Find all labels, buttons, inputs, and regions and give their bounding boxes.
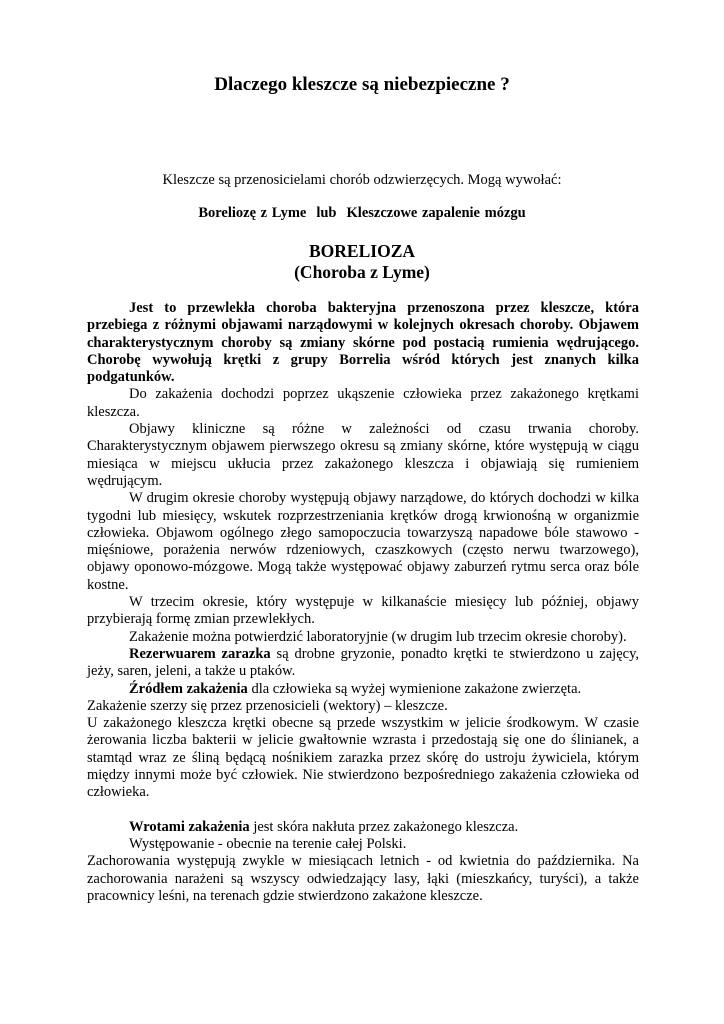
paragraph-occurrence: Występowanie - obecnie na terenie całej Polski.	[129, 835, 407, 852]
entry-term: Wrotami zakażenia	[129, 818, 250, 835]
disease-separator: lub	[316, 205, 337, 221]
paragraph-reservoir	[87, 646, 639, 681]
entry-text: jest skóra nakłuta przez zakażonego kleszcza.	[249, 818, 519, 835]
disease-tbe: Kleszczowe zapalenie mózgu	[346, 205, 526, 221]
paragraph-source	[87, 681, 639, 698]
paragraph-infection: Do zakażenia dochodzi poprzez ukąszenie człowieka przez zakażonego krętkami kleszcza.	[87, 386, 639, 420]
section-heading: BORELIOZA	[309, 241, 415, 261]
disease-lyme: Boreliozę z Lyme	[198, 205, 307, 221]
paragraph-tick-gut: U zakażonego kleszcza krętki obecne są przede wszystkim w jelicie środkowym. W czasie żerowania liczba bakterii w jelicie gwałtownie wzrasta i przedostają się one do ślinianek, a stamtąd wraz ze śliną będącą nośnikiem zarazka przez skórę do ustroju żywiciela, którym między innymi może być człowiek. Nie stwierdzono bezpośredniego zakażenia człowieka od człowieka.	[87, 715, 639, 801]
source-text: dla człowieka są wyżej wymienione zakażone zwierzęta.	[247, 680, 582, 697]
page-title: Dlaczego kleszcze są niebezpieczne ?	[214, 74, 510, 95]
section-subheading: (Choroba z Lyme)	[294, 262, 430, 282]
reservoir-text: są drobne gryzonie, ponadto krętki te stwierdzono u zajęcy, jeży, saren, jeleni, a także u ptaków.	[87, 645, 640, 680]
intro-text: Kleszcze są przenosicielami chorób odzwierzęcych. Mogą wywołać:	[162, 172, 562, 188]
reservoir-term: Rezerwuarem zarazka	[129, 645, 271, 662]
disease-list	[0, 205, 724, 222]
source-term: Źródłem zakażenia	[129, 680, 248, 697]
paragraph-definition: Jest to przewlekła choroba bakteryjna przenoszona przez kleszcze, która przebiega z różnymi objawami narządowymi w kolejnych okresach choroby. Objawem charakterystycznym choroby są zmiany skórne pod postacią rumienia wędrującego. Chorobę wywołują krętki z grupy Borrelia wśród których jest znanych kilka podgatunków.	[87, 300, 639, 386]
article-body	[87, 300, 639, 905]
paragraph-season: Zachorowania występują zwykle w miesiącach letnich - od kwietnia do października. Na zachorowania narażeni są wszyscy odwiedzający lasy, łąki (mieszkańcy, turyści), a także pracownicy leśni, na terenach gdzie stwierdzono zakażone kleszcze.	[87, 853, 639, 904]
paragraph-second-stage: W drugim okresie choroby występują objawy narządowe, do których dochodzi w kilka tygodni lub miesięcy, wskutek rozprzestrzeniania krętków drogą krwionośną w organizmie człowieka. Objawom ogólnego złego samopoczucia towarzyszą napadowe bóle stawowo - mięśniowe, porażenia nerwów rdzeniowych, czaszkowych (często nerwu twarzowego), objawy oponowo-mózgowe. Mogą także występować objawy zaburzeń rytmu serca oraz bóle kostne.	[87, 490, 639, 593]
paragraph-lab-confirmation: Zakażenie można potwierdzić laboratoryjnie (w drugim lub trzecim okresie choroby).	[129, 628, 627, 645]
paragraph-symptoms: Objawy kliniczne są różne w zależności od czasu trwania choroby. Charakterystycznym objawem pierwszego okresu są zmiany skórne, które występują w ciągu miesiąca w miejscu ukłucia przez zakażonego kleszcza i objawiają się rumieniem wędrującym.	[87, 421, 639, 489]
paragraph-gap	[87, 802, 639, 819]
paragraph-third-stage: W trzecim okresie, który występuje w kilkanaście miesięcy lub później, objawy przybierają formę zmian przewlekłych.	[87, 594, 639, 628]
paragraph-vectors: Zakażenie szerzy się przez przenosicieli (wektory) – kleszcze.	[87, 697, 448, 714]
paragraph-entry	[87, 819, 639, 836]
